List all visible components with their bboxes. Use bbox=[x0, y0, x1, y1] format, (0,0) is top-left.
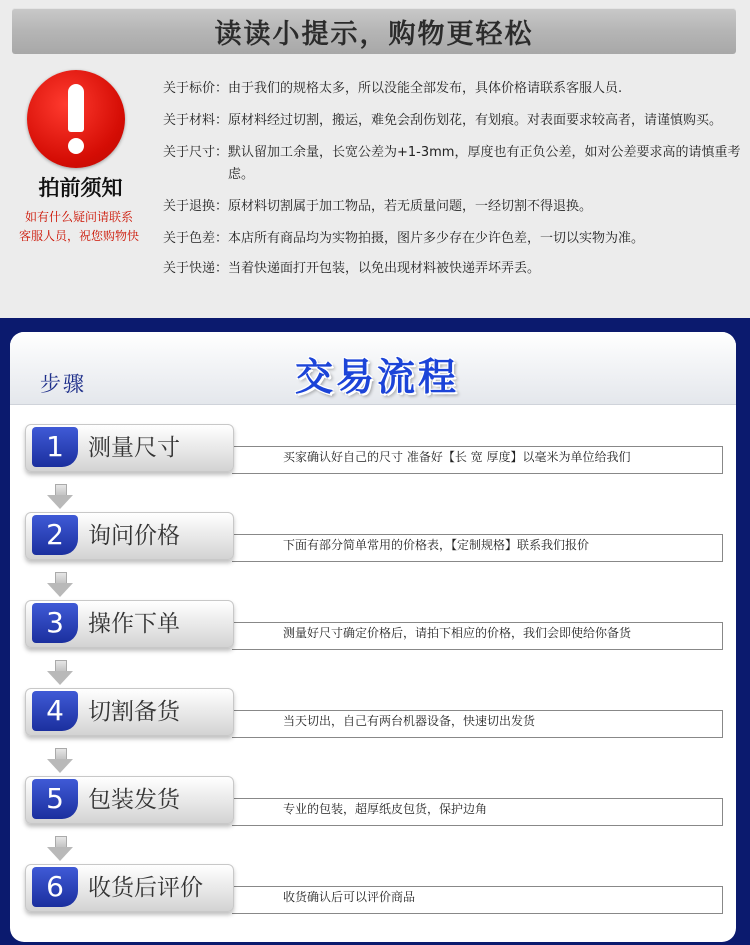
rule-text: 原材料切割属于加工物品，若无质量问题，一经切割不得退换。 bbox=[228, 199, 593, 214]
step-description: 专业的包装，超厚纸皮包货，保护边角 bbox=[283, 802, 488, 816]
step-name: 操作下单 bbox=[88, 611, 180, 637]
rule-item bbox=[163, 110, 743, 132]
rule-text: 当着快递面打开包装，以免出现材料被快递弄坏弄丢。 bbox=[228, 261, 541, 276]
step-pill bbox=[25, 688, 234, 736]
rule-text: 本店所有商品均为实物拍摄，图片多少存在少许色差，一切以实物为准。 bbox=[228, 231, 645, 246]
notice-section bbox=[0, 0, 750, 318]
step-name: 收货后评价 bbox=[88, 875, 203, 901]
process-step bbox=[25, 776, 725, 832]
step-number-badge: 3 bbox=[32, 603, 78, 643]
rule-text: 默认留加工余量，长宽公差为+1-3mm，厚度也有正负公差，如对公差要求高的请慎重考虑。 bbox=[228, 145, 741, 182]
contact-note bbox=[6, 208, 152, 246]
process-step bbox=[25, 864, 725, 920]
step-pill bbox=[25, 600, 234, 648]
step-name: 包装发货 bbox=[88, 787, 180, 813]
rule-label: 关于材料： bbox=[163, 113, 229, 128]
rule-label: 关于标价： bbox=[163, 81, 229, 96]
step-name: 切割备货 bbox=[88, 699, 180, 725]
rule-text: 由于我们的规格太多，所以没能全部发布，具体价格请联系客服人员. bbox=[228, 81, 623, 96]
step-name: 测量尺寸 bbox=[88, 435, 180, 461]
steps-label: 步骤 bbox=[40, 372, 86, 396]
step-number-badge: 6 bbox=[32, 867, 78, 907]
rule-label: 关于快递： bbox=[163, 261, 229, 276]
down-arrow-icon bbox=[47, 836, 73, 862]
down-arrow-icon bbox=[47, 660, 73, 686]
rule-label: 关于退换： bbox=[163, 199, 229, 214]
rule-item bbox=[163, 196, 743, 218]
contact-line: 客服人员，祝您购物快 bbox=[18, 229, 139, 243]
notice-title-bar bbox=[12, 8, 736, 54]
process-section bbox=[0, 318, 750, 945]
step-description: 测量好尺寸确定价格后，请拍下相应的价格，我们会即使给你备货 bbox=[283, 626, 632, 640]
step-description: 当天切出，自己有两台机器设备，快速切出发货 bbox=[283, 714, 536, 728]
step-description: 买家确认好自己的尺寸 准备好【长 宽 厚度】以毫米为单位给我们 bbox=[283, 450, 631, 464]
rule-item bbox=[163, 142, 743, 186]
step-pill bbox=[25, 512, 234, 560]
exclamation-circle-icon bbox=[27, 70, 125, 168]
rule-item bbox=[163, 258, 743, 280]
rule-item bbox=[163, 78, 743, 100]
step-number-badge: 5 bbox=[32, 779, 78, 819]
contact-line: 如有什么疑问请联系 bbox=[24, 210, 133, 224]
rule-item bbox=[163, 228, 743, 250]
notice-rules-list bbox=[163, 78, 743, 280]
badge-title: 拍前须知 bbox=[38, 175, 123, 200]
rule-label: 关于色差： bbox=[163, 231, 229, 246]
rule-label: 关于尺寸： bbox=[163, 145, 229, 160]
step-description: 收货确认后可以评价商品 bbox=[283, 890, 416, 904]
step-pill bbox=[25, 424, 234, 472]
process-step bbox=[25, 424, 725, 480]
process-step bbox=[25, 600, 725, 656]
process-header bbox=[10, 332, 736, 405]
notice-title: 读读小提示，购物更轻松 bbox=[214, 18, 534, 50]
step-pill bbox=[25, 776, 234, 824]
step-name: 询问价格 bbox=[88, 523, 180, 549]
step-number-badge: 4 bbox=[32, 691, 78, 731]
down-arrow-icon bbox=[47, 748, 73, 774]
step-pill bbox=[25, 864, 234, 912]
step-number-badge: 2 bbox=[32, 515, 78, 555]
down-arrow-icon bbox=[47, 484, 73, 510]
step-number-badge: 1 bbox=[32, 427, 78, 467]
step-description: 下面有部分简单常用的价格表，【定制规格】联系我们报价 bbox=[283, 538, 590, 552]
rule-text: 原材料经过切割，搬运，难免会刮伤划花，有划痕。对表面要求较高者，请谨慎购买。 bbox=[228, 113, 723, 128]
down-arrow-icon bbox=[47, 572, 73, 598]
process-step bbox=[25, 688, 725, 744]
process-panel bbox=[10, 332, 736, 942]
flow-title: 交易流程 bbox=[295, 355, 460, 399]
process-step bbox=[25, 512, 725, 568]
